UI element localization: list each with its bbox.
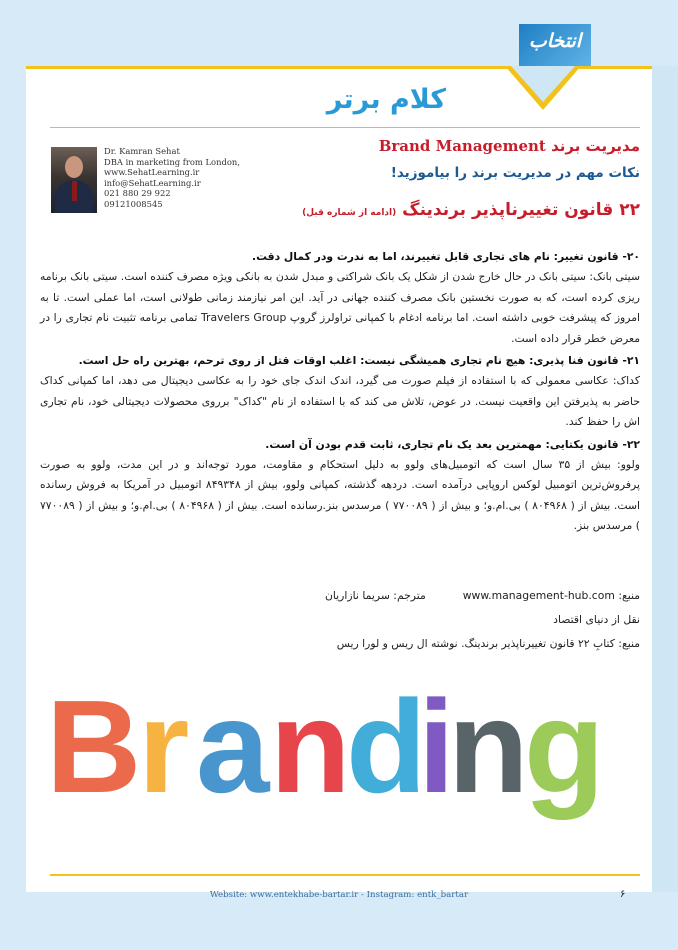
branding-letter-i: i [418,680,455,820]
law22-heading: ۲۲- قانون یکتایی: مهمترین بعد یک نام تجاری، ثابت قدم بودن آن است. [265,437,640,451]
article-body [40,245,640,537]
translator-credit: مترجم: سریما نازاریان [324,589,426,602]
source-label: منبع: [618,589,640,602]
page-number: ۶ [620,889,626,900]
magazine-logo [519,24,591,66]
right-margin-strip [652,66,678,892]
author-website-link[interactable]: www.SehatLearning.ir [104,167,200,178]
quoted-from: نقل از دنیای اقتصاد [553,613,640,626]
section-heading: کلام برتر [326,84,446,115]
law22-body: ولوو: بیش از ۳۵ سال است که اتومبیل‌های ولوو به دلیل استحکام و مقاومت، مورد توجه‌اند و در این مدت، ولوو به صورت پرفروش‌ترین اتومبیل لوکس اروپایی درآمده است. دردهه گذشته، کمپانی ولوو، بیش از ۸۴۹۳۴۸ اتومبیل در آمریکا به فروش رسانده است. بیش از ( ۸۰۴۹۶۸ ) بی.ام.و؛ و بیش از ( ۷۷۰۰۸۹ ) مرسدس بنز.رسانده است. بیش از ( ۸۰۴۹۶۸ ) بی.ام.و؛ و بیش از ( ۷۷۰۰۸۹ ) مرسدس بنز. [40,458,641,533]
article-title-en: Brand Management [378,137,546,155]
branding-letter-n: n [448,680,529,820]
author-photo-face [65,156,83,178]
magazine-logo-text: انتخاب [528,30,582,52]
branding-letter-n: n [270,680,351,820]
author-email-link[interactable]: info@SehatLearning.ir [104,177,201,188]
author-phone: 021 880 29 922 [104,188,171,199]
author-mobile: 09121008545 [104,198,163,209]
law20-body: سیتی بانک: سیتی بانک در حال خارج شدن از شکل یک بانک شراکتی و مبدل شدن به بانکی ویژه مصرف کننده است. سیتی بانک برنامه ریزی کرده است، که به صورت نخستین بانک مصرف کننده جهانی در آید. این امر نیازمند زمانی طولانی است، اما عملی است. تا به امروز که پیشرفت خوبی داشته است. اما برنامه ادغام با کمپانی تراولرز گروپ Travelers Group تمامی برنامه تثبیت نام تجاری را در معرض خطر قرار داده است. [40,270,640,345]
author-info [104,146,254,210]
branding-letter-b: B [46,680,142,820]
source-url-link[interactable]: www.management-hub.com [462,589,615,602]
book-source: منبع: کتابِ ۲۲ قانون تغییرناپذیر برندینگ. نوشته ال ریس و لورا ریس [336,637,640,650]
footer-rule [50,874,640,876]
author-photo-tie [72,181,77,201]
article-series-title [302,200,640,220]
law20-heading: ۲۰- قانون تغییر: نام های تجاری قابل تغییرند، اما به ندرت ودر کمال دقت. [252,250,640,263]
branding-letter-a: a [196,680,270,820]
header-triangle-inner [511,66,575,102]
series-note: (ادامه از شماره قبل) [302,208,397,218]
series-title-text: ۲۲ قانون تغییرناپذیر برندینگ [402,200,640,220]
source-line [325,589,640,602]
article-title-fa: مدیریت برند [551,137,640,155]
branding-graphic [46,680,630,830]
footer-text: Website: www.entekhabe-bartar.ir - Instagram: entk_bartar [209,890,469,900]
law21-heading: ۲۱- قانون فنا پذیری: هیچ نام تجاری همیشگی نیست: اغلب اوقات قتل از روی ترحم، بهترین راه حل است. [78,354,640,368]
header-divider [50,127,640,128]
article-title [379,137,640,155]
branding-letter-r: r [138,680,190,820]
branding-letter-d: d [346,680,427,820]
law21-body: کداک: عکاسی معمولی که با استفاده از فیلم صورت می گیرد، اندک اندک جای خود را به عکاسی دیجیتال می دهد، اما کمپانی کداک حاضر به پذیرفتن این واقعیت نیست. در عوض، تلاش می کند که با استفاده از نام "کداک" برروی محصولات دیجیتالی خود، نام تجاری اش را حفظ کند. [40,374,640,429]
author-degree: DBA in marketing from London, [104,156,240,167]
branding-letter-g: g [524,680,605,820]
article-subtitle: نکات مهم در مدیریت برند را بیاموزید! [390,165,640,181]
author-name: Dr. Kamran Sehat [104,146,180,156]
author-photo [51,147,97,213]
